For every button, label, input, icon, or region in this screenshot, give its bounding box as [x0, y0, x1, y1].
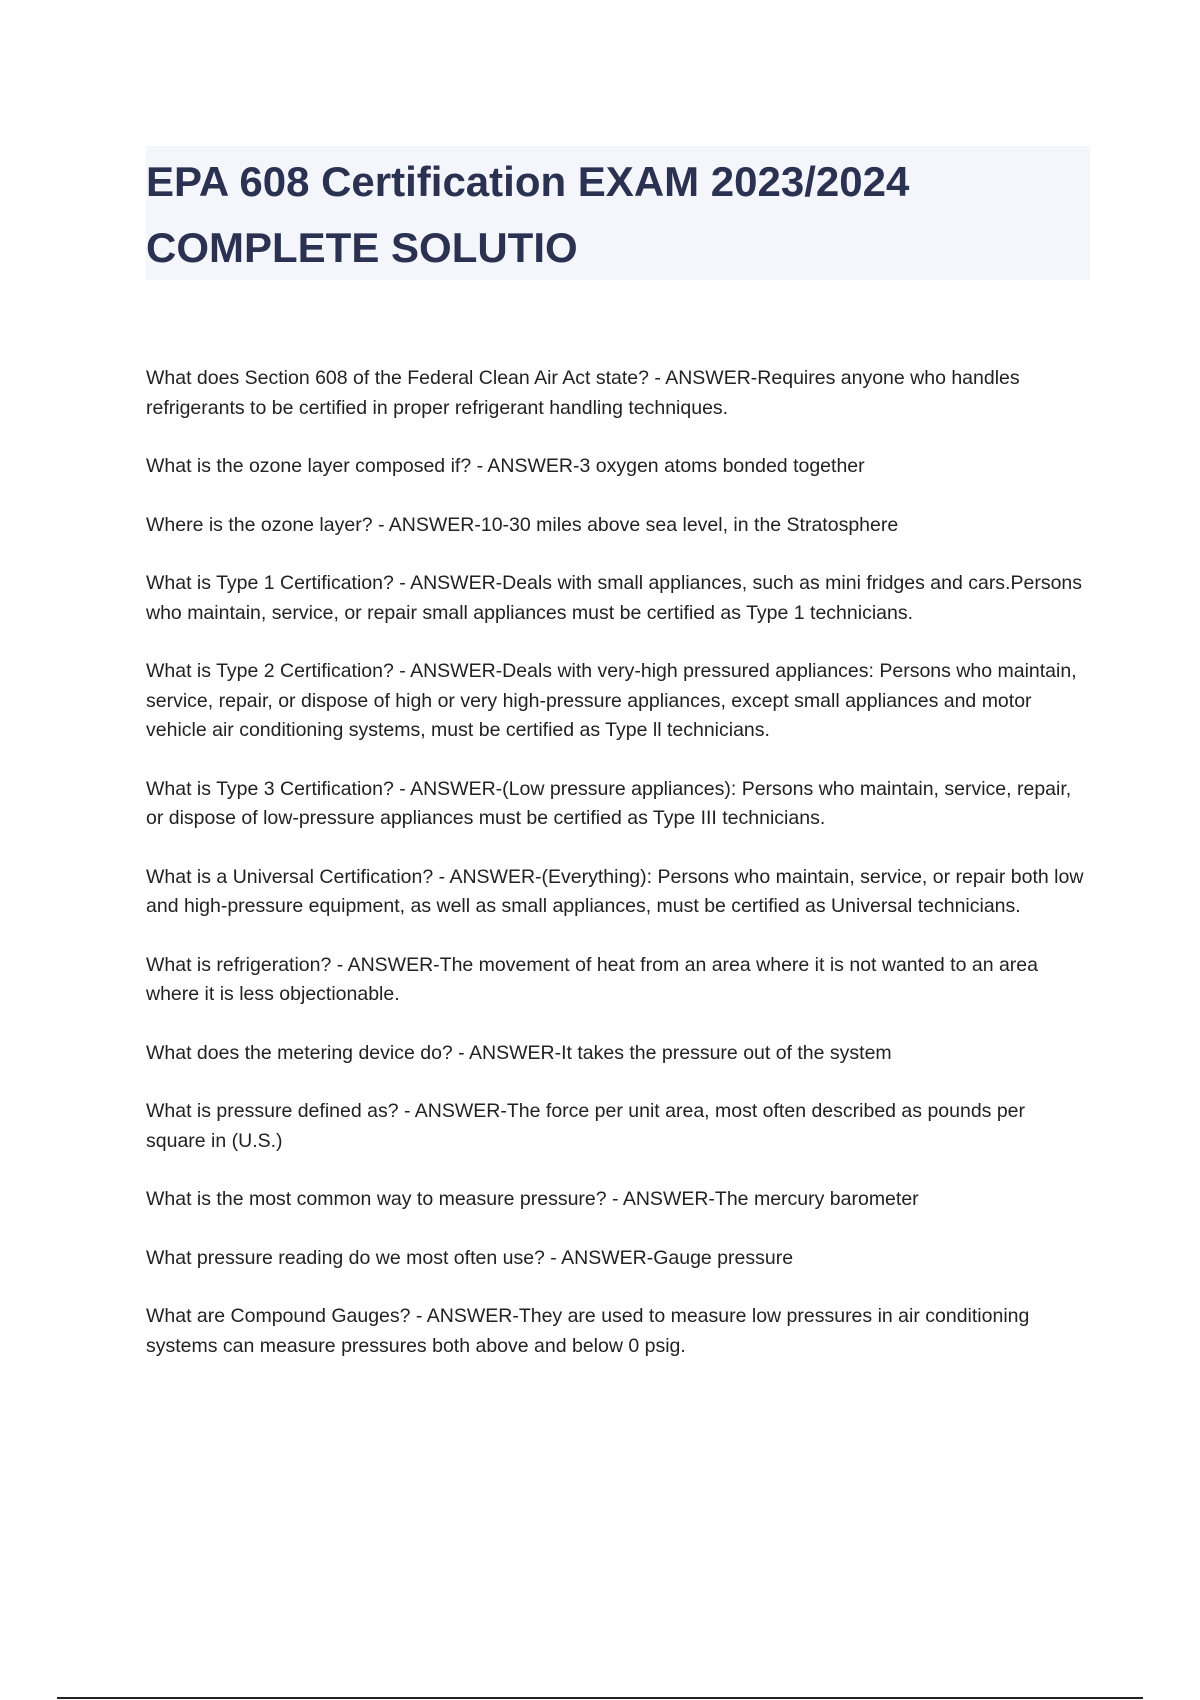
qa-item: What does Section 608 of the Federal Clean Air Act state? - ANSWER-Requires anyone who handles refrigerants to be certified in proper refrigerant handling techniques. [146, 367, 1020, 419]
qa-item: What are Compound Gauges? - ANSWER-They are used to measure low pressures in air conditioning systems can measure pressures both above and below 0 psig. [146, 1305, 1030, 1357]
qa-item: What is Type 2 Certification? - ANSWER-Deals with very-high pressured appliances: Persons who maintain, service, repair, or dispose of high or very high-pressure appliances, except small appliances and motor vehicle air conditioning systems, must be certified as Type ll technicians. [146, 660, 1077, 741]
qa-item: Where is the ozone layer? - ANSWER-10-30 miles above sea level, in the Stratosphere [146, 513, 899, 536]
qa-item: What does the metering device do? - ANSWER-It takes the pressure out of the system [146, 1041, 892, 1064]
document-title: EPA 608 Certification EXAM 2023/2024 COMPLETE SOLUTIO [146, 158, 910, 271]
qa-list [146, 364, 1090, 1390]
qa-item: What is refrigeration? - ANSWER-The movement of heat from an area where it is not wanted to an area where it is less objectionable. [146, 953, 1038, 1005]
qa-item: What is Type 1 Certification? - ANSWER-Deals with small appliances, such as mini fridges and cars.Persons who maintain, service, or repair small appliances must be certified as Type 1 technicians. [146, 572, 1083, 624]
title-banner [146, 146, 1090, 280]
qa-item: What is the ozone layer composed if? - ANSWER-3 oxygen atoms bonded together [146, 455, 865, 477]
qa-item: What is pressure defined as? - ANSWER-The force per unit area, most often described as pounds per square in (U.S.) [146, 1100, 1026, 1152]
qa-item: What is the most common way to measure pressure? - ANSWER-The mercury barometer [146, 1188, 919, 1210]
qa-item: What is Type 3 Certification? - ANSWER-(Low pressure appliances): Persons who maintain, service, repair, or dispose of low-pressure appliances must be certified as Type III technicians. [146, 777, 1072, 829]
qa-item: What is a Universal Certification? - ANSWER-(Everything): Persons who maintain, service, or repair both low and high-pressure equipment, as well as small appliances, must be certified as Universal technicians. [146, 865, 1084, 917]
qa-item: What pressure reading do we most often use? - ANSWER-Gauge pressure [146, 1246, 794, 1269]
footer-divider [57, 1697, 1143, 1699]
